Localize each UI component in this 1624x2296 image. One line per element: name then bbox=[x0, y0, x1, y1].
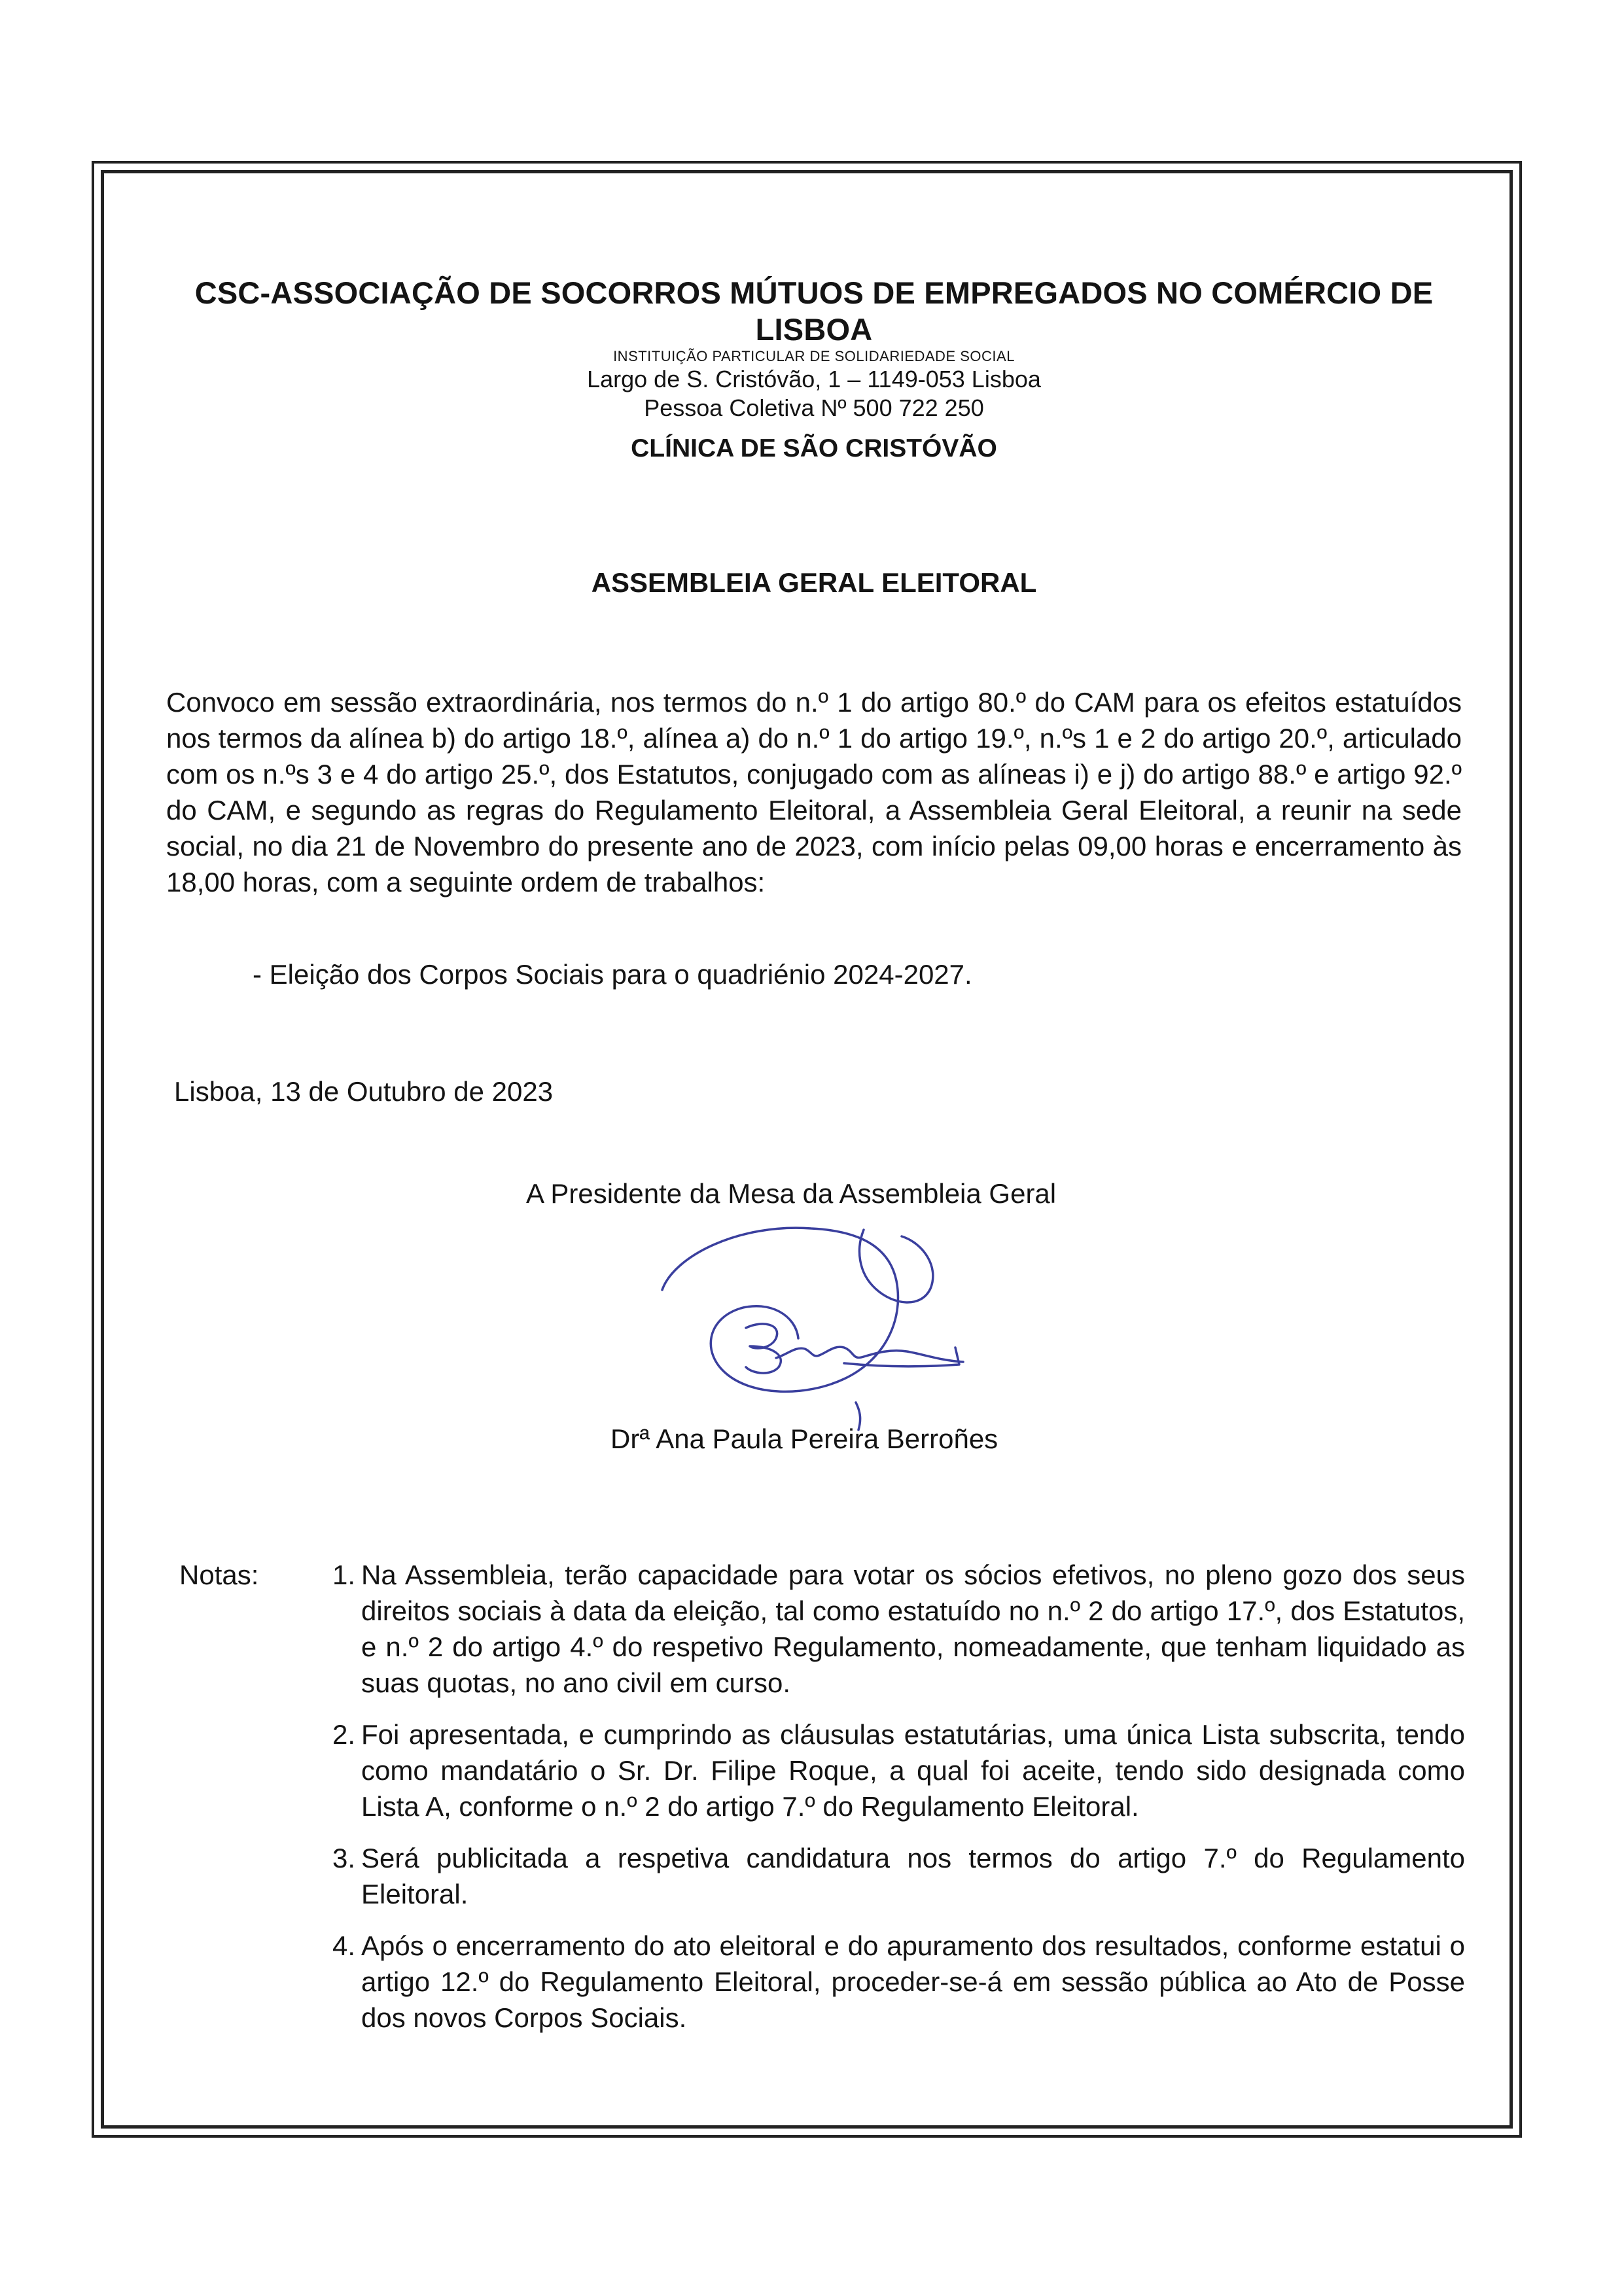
note-number: 4. bbox=[332, 1930, 356, 1961]
note-item bbox=[332, 1840, 1465, 1912]
document-title: ASSEMBLEIA GERAL ELEITORAL bbox=[591, 567, 1037, 598]
note-number: 1. bbox=[332, 1559, 356, 1590]
organization-title: CSC-ASSOCIAÇÃO DE SOCORROS MÚTUOS DE EMPREGADOS NO COMÉRCIO DE LISBOA bbox=[194, 275, 1434, 347]
document-date: Lisboa, 13 de Outubro de 2023 bbox=[174, 1076, 554, 1107]
note-number: 3. bbox=[332, 1843, 356, 1873]
organization-subtitle: INSTITUIÇÃO PARTICULAR DE SOLIDARIEDADE SOCIAL bbox=[613, 348, 1015, 364]
clinic-name: CLÍNICA DE SÃO CRISTÓVÃO bbox=[631, 434, 997, 462]
note-text: Foi apresentada, e cumprindo as cláusulas estatutárias, uma única Lista subscrita, tendo como mandatário o Sr. Dr. Filipe Roque, a qual foi aceite, tendo sido designada como Lista A, conforme o n.º 2 do artigo 7.º do Regulamento Eleitoral. bbox=[361, 1719, 1465, 1822]
note-item bbox=[332, 1928, 1465, 2036]
handwritten-signature bbox=[648, 1210, 1014, 1446]
letterhead bbox=[166, 275, 1462, 464]
organization-address: Largo de S. Cristóvão, 1 – 1149-053 Lisboa bbox=[587, 366, 1041, 392]
note-text: Na Assembleia, terão capacidade para votar os sócios efetivos, no pleno gozo dos seus direitos sociais à data da eleição, tal como estatuído no n.º 2 do artigo 17.º, dos Estatutos, e n.º 2 do artigo 4.º do respetivo Regulamento, nomeadamente, que tenham liquidado as suas quotas, no ano civil em curso. bbox=[361, 1559, 1465, 1698]
organization-tax-id: Pessoa Coletiva Nº 500 722 250 bbox=[644, 394, 984, 421]
document-body bbox=[166, 275, 1465, 2033]
president-title: A Presidente da Mesa da Assembleia Geral bbox=[526, 1178, 1057, 1209]
note-item bbox=[332, 1716, 1465, 1824]
convocation-paragraph: Convoco em sessão extraordinária, nos termos do n.º 1 do artigo 80.º do CAM para os efeitos estatuídos nos termos da alínea b) do artigo 18.º, alínea a) do n.º 1 do artigo 19.º, n.ºs 1 e 2 do artigo 20.º, articulado com os n.ºs 3 e 4 do artigo 25.º, dos Estatutos, conjugado com as alíneas i) e j) do artigo 88.º e artigo 92.º do CAM, e segundo as regras do Regulamento Eleitoral, a Assembleia Geral Eleitoral, a reunir na sede social, no dia 21 de Novembro do presente ano de 2023, com início pelas 09,00 horas e encerramento às 18,00 horas, com a seguinte ordem de trabalhos: bbox=[166, 687, 1462, 897]
note-text: Será publicitada a respetiva candidatura nos termos do artigo 7.º do Regulamento Eleitoral. bbox=[361, 1843, 1465, 1909]
note-item bbox=[332, 1557, 1465, 1701]
agenda-item: - Eleição dos Corpos Sociais para o quadriénio 2024-2027. bbox=[253, 959, 972, 990]
president-name: Drª Ana Paula Pereira Berroñes bbox=[610, 1423, 998, 1454]
notes-label: Notas: bbox=[179, 1559, 259, 1590]
notes-section bbox=[179, 1557, 1465, 2051]
note-number: 2. bbox=[332, 1719, 356, 1750]
note-text: Após o encerramento do ato eleitoral e do apuramento dos resultados, conforme estatui o artigo 12.º do Regulamento Eleitoral, proceder-se-á em sessão pública ao Ato de Posse dos novos Corpos Sociais. bbox=[361, 1930, 1465, 2033]
